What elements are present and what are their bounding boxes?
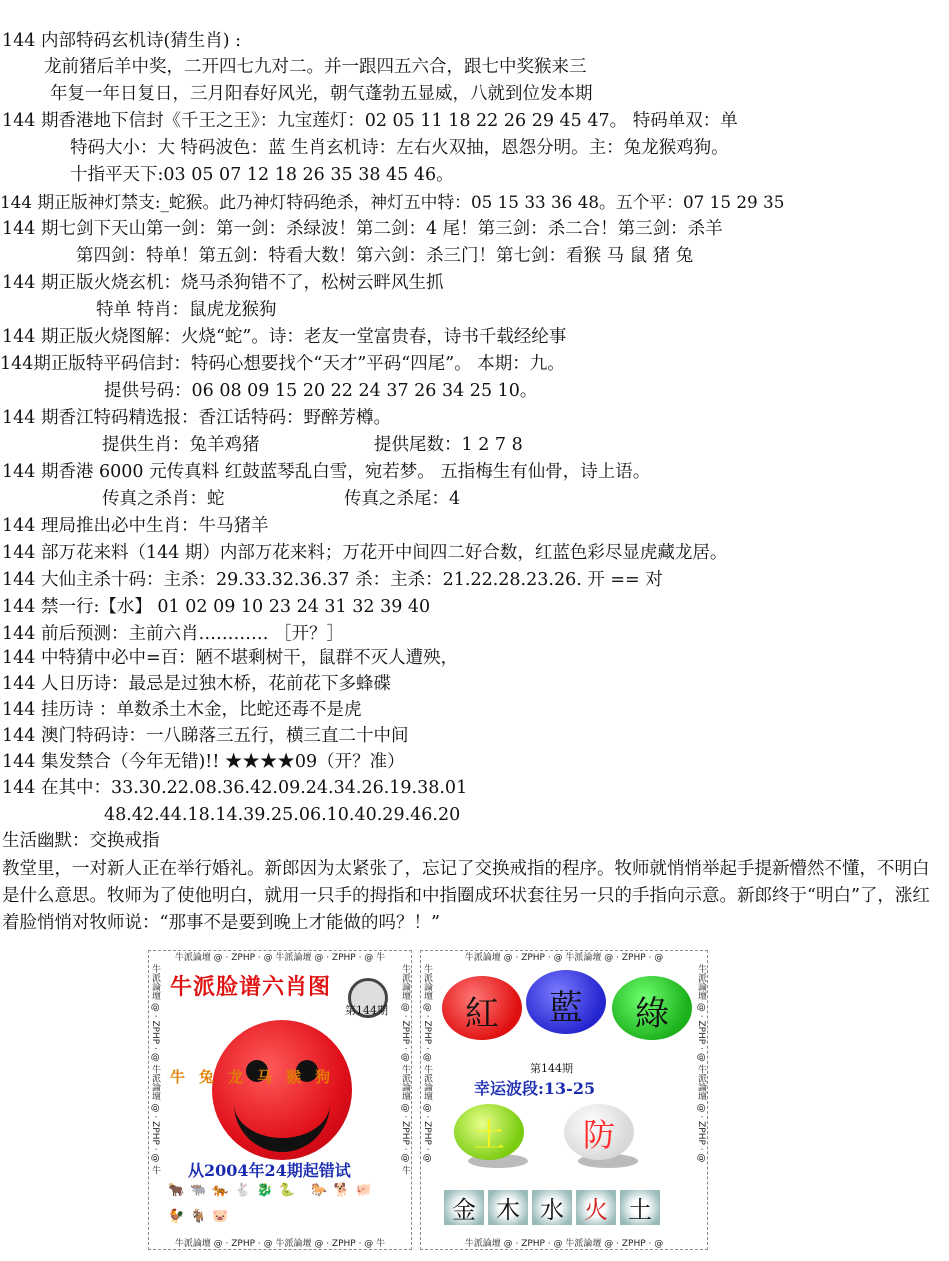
line-25: 144 人日历诗：最忌是过独木桥，花前花下多蜂碟 [2, 674, 391, 694]
line-21: 144 大仙主杀十码：主杀：29.33.32.36.37 杀：主杀：21.22.28.23.26. 开 == 对 [2, 570, 663, 590]
watermark-left: 牛派論壇 @ · ZPHP · @ 牛派論壇 @ · ZPHP · @ [422, 964, 432, 1163]
line-19: 144 理局推出必中生肖：牛马猪羊 [2, 516, 269, 536]
red-ball: 紅 [442, 976, 522, 1040]
zodiac-animals-icons: 🐂🐃🐅🐇🐉🐍 🐎🐕🐖🐓🐐🐷 [168, 1183, 378, 1224]
element-earth: 土 [620, 1190, 660, 1225]
line-28: 144 集发禁合（今年无错)!! ★★★★09（开？准） [2, 752, 405, 772]
line-1: 144 内部特码玄机诗(猜生肖) : [2, 31, 242, 51]
line-15: 144 期香江特码精选报：香江话特码：野醉芳樽。 [2, 408, 391, 428]
watermark-bottom: 牛派論壇 @ · ZPHP · @ 牛派論壇 @ · ZPHP · @ 牛 [174, 1239, 386, 1249]
line-20: 144 部万花来料（144 期）内部万花来料；万花开中间四二好合数，红蓝色彩尽显虎藏龙居。 [2, 543, 728, 563]
line-11: 特单 特肖：鼠虎龙猴狗 [96, 300, 277, 320]
line-8: 144 期七剑下天山第一剑：第一剑：杀绿波！第二剑：4 尾！第三剑：杀二合！第三剑：杀羊 [2, 219, 723, 239]
blue-ball: 藍 [526, 970, 606, 1034]
face-chart-image [148, 950, 412, 1250]
zodiac-six: 牛兔龙马猴狗 [170, 1068, 345, 1086]
line-27: 144 澳门特码诗：一八睇落三五行，横三直二十中间 [2, 726, 409, 746]
smile-mouth [234, 1098, 330, 1152]
face-chart-caption: 从2004年24期起错试 [188, 1161, 351, 1180]
element-metal: 金 [444, 1190, 484, 1225]
face-chart-issue: 第144期 [345, 1004, 388, 1017]
line-9: 第四剑：特单！第五剑：特看大数！第六剑：杀三门！第七剑：看猴 马 鼠 猪 兔 [76, 246, 694, 266]
line-26: 144 挂历诗 ：单数杀土木金，比蛇还毒不是虎 [2, 700, 362, 720]
color-balls-image [420, 950, 708, 1250]
element-water: 水 [532, 1190, 572, 1225]
face-chart-content [162, 964, 398, 1236]
face-chart-title: 牛派脸谱六肖图 [170, 974, 332, 1000]
watermark-right: 牛派論壇 @ · ZPHP · @ 牛派論壇 @ · ZPHP · @ [696, 964, 706, 1163]
line-2: 龙前猪后羊中奖，二开四七九对二。并一跟四五六合，跟七中奖猴来三 [44, 57, 587, 77]
line-14: 提供号码：06 08 09 15 20 22 24 37 26 34 25 10。 [104, 381, 538, 401]
line-29: 144 在其中：33.30.22.08.36.42.09.24.34.26.19.38.01 [2, 778, 468, 798]
red-face-graphic [212, 1020, 352, 1160]
line-4: 144 期香港地下信封《千王之王》：九宝莲灯：02 05 11 18 22 26 29 45 47。 特码单双：单 [2, 111, 738, 131]
line-31-heading: 生活幽默：交换戒指 [2, 831, 160, 851]
green-ball: 綠 [612, 976, 692, 1040]
line-10: 144 期正版火烧玄机：烧马杀狗错不了，松树云畔风生抓 [2, 273, 444, 293]
line-23: 144 前后预测：主前六肖………… ［开？］ [2, 624, 345, 644]
earth-ball: 土 [454, 1104, 524, 1160]
line-18b: 传真之杀尾：4 [344, 489, 461, 509]
watermark-bottom: 牛派論壇 @ · ZPHP · @ 牛派論壇 @ · ZPHP · @ [464, 1239, 664, 1249]
line-16a: 提供生肖：兔羊鸡猪 [102, 435, 260, 455]
line-18a: 传真之杀肖：蛇 [102, 489, 225, 509]
line-7: 144 期正版神灯禁支:_蛇猴。此乃神灯特码绝杀，神灯五中特：05 15 33 36 48。五个平：07 15 29 35 [0, 192, 785, 212]
line-12: 144 期正版火烧图解：火烧“蛇”。诗：老友一堂富贵春，诗书千载经纶事 [2, 327, 567, 347]
line-6: 十指平天下:03 05 07 12 18 26 35 38 45 46。 [70, 165, 454, 185]
line-3: 年复一年日复日，三月阳春好风光，朝气蓬勃五显威，八就到位发本期 [50, 84, 593, 104]
watermark-top: 牛派論壇 @ · ZPHP · @ 牛派論壇 @ · ZPHP · @ 牛 [174, 953, 386, 963]
watermark-left: 牛派論壇 @ · ZPHP · @ 牛派論壇 @ · ZPHP · @ 牛 [150, 964, 160, 1175]
humor-story [2, 856, 946, 937]
element-wood: 木 [488, 1190, 528, 1225]
line-16b: 提供尾数：1 2 7 8 [374, 435, 523, 455]
line-13: 144期正版特平码信封：特码心想要找个“天才”平码“四尾”。 本期：九。 [0, 354, 565, 374]
guard-ball: 防 [564, 1104, 634, 1160]
line-30: 48.42.44.18.14.39.25.06.10.40.29.46.20 [104, 805, 461, 825]
watermark-right: 牛派論壇 @ · ZPHP · @ 牛派論壇 @ · ZPHP · @ 牛 [400, 964, 410, 1175]
line-5: 特码大小：大 特码波色：蓝 生肖玄机诗：左右火双抽，恩怨分明。主：兔龙猴鸡狗。 [70, 138, 729, 158]
humor-story-text: 教堂里，一对新人正在举行婚礼。新郎因为太紧张了，忘记了交换戒指的程序。牧师就悄悄举起手提新懵然不懂，不明白是什么意思。牧师为了使他明白，就用一只手的拇指和中指圈成环状套往另一只的手指向示意。新郎终于“明白”了，涨红着脸悄悄对牧师说：“那事不是要到晚上才能做的吗？！” [2, 859, 930, 933]
color-balls-issue: 第144期 [530, 1062, 573, 1075]
line-24: 144 中特猜中必中=百：陋不堪剩树干，鼠群不灭人遭殃， [2, 648, 459, 668]
line-22: 144 禁一行:【水】 01 02 09 10 23 24 31 32 39 40 [2, 597, 431, 617]
element-fire: 火 [576, 1190, 616, 1225]
watermark-top: 牛派論壇 @ · ZPHP · @ 牛派論壇 @ · ZPHP · @ [464, 953, 664, 963]
line-17: 144 期香港 6000 元传真料 红鼓蓝琴乱白雪，宛若梦。 五指梅生有仙骨，诗上语。 [2, 462, 651, 482]
color-balls-content [434, 964, 694, 1236]
lucky-wave-range: 幸运波段:13-25 [474, 1079, 596, 1098]
five-elements-row [444, 1190, 684, 1230]
